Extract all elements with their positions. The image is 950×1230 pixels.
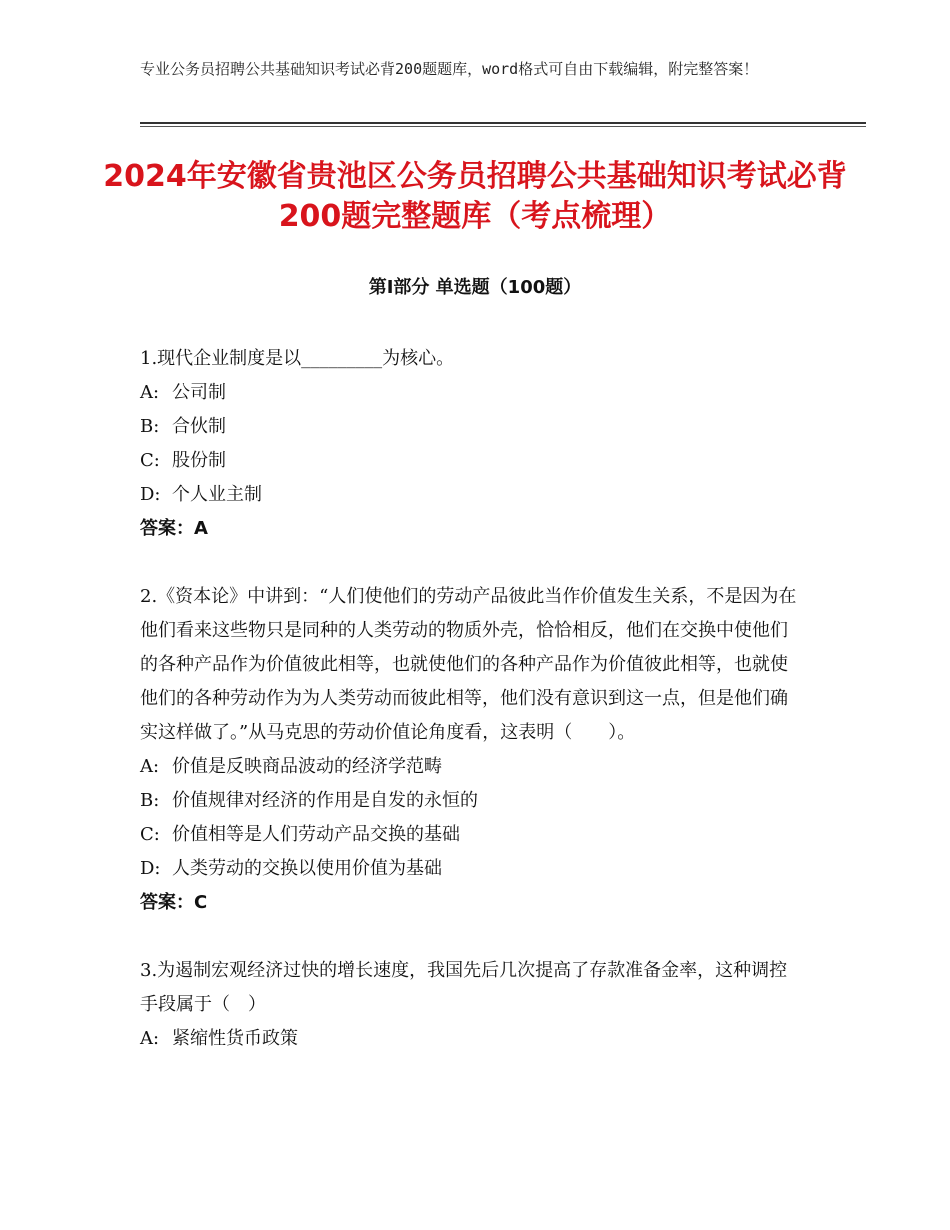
question-1 <box>140 342 800 546</box>
option-text: 价值是反映商品波动的经济学范畴 <box>172 756 442 777</box>
option-d <box>140 852 800 886</box>
header-rule-thin <box>140 126 866 127</box>
answer-line: 答案：C <box>140 892 208 913</box>
section-title: 第Ⅰ部分 单选题（100题） <box>368 277 582 298</box>
option-a <box>140 376 800 410</box>
option-label: D: <box>140 858 161 879</box>
question-stem: 1.现代企业制度是以_________为核心。 <box>140 348 455 369</box>
header-note: 专业公务员招聘公共基础知识考试必背200题题库，word格式可自由下载编辑，附完整答案！ <box>140 60 759 78</box>
option-label: B: <box>140 790 160 811</box>
option-text: 个人业主制 <box>172 484 262 505</box>
option-c <box>140 444 800 478</box>
question-stem: 3.为遏制宏观经济过快的增长速度，我国先后几次提高了存款准备金率，这种调控手段属于（ ） <box>140 960 788 1015</box>
option-c <box>140 818 800 852</box>
question-list <box>140 342 800 1090</box>
option-label: A: <box>140 756 160 777</box>
option-label: D: <box>140 484 161 505</box>
option-text: 股份制 <box>172 450 226 471</box>
option-label: C: <box>140 824 160 845</box>
option-a <box>140 750 800 784</box>
option-label: C: <box>140 450 160 471</box>
question-3 <box>140 954 800 1056</box>
option-b <box>140 784 800 818</box>
option-b <box>140 410 800 444</box>
option-text: 人类劳动的交换以使用价值为基础 <box>172 858 442 879</box>
option-d <box>140 478 800 512</box>
header-rule-thick <box>140 122 866 124</box>
option-label: A: <box>140 1028 160 1049</box>
option-text: 价值规律对经济的作用是自发的永恒的 <box>172 790 478 811</box>
option-label: B: <box>140 416 160 437</box>
option-text: 紧缩性货币政策 <box>172 1028 298 1049</box>
question-2 <box>140 580 800 920</box>
option-text: 价值相等是人们劳动产品交换的基础 <box>172 824 460 845</box>
option-text: 公司制 <box>172 382 226 403</box>
option-text: 合伙制 <box>172 416 226 437</box>
option-label: A: <box>140 382 160 403</box>
option-a <box>140 1022 800 1056</box>
answer-line: 答案：A <box>140 518 208 539</box>
question-stem: 2.《资本论》中讲到：“人们使他们的劳动产品彼此当作价值发生关系，不是因为在他们看来这些物只是同种的人类劳动的物质外壳，恰恰相反，他们在交换中使他们的各种产品作为价值彼此相等，也就使他们的各种产品作为价值彼此相等，也就使他们的各种劳动作为为人类劳动而彼此相等，他们没有意识到这一点，但是他们确实这样做了。”从马克思的劳动价值论角度看，这表明（ ）。 <box>140 586 797 743</box>
document-title: 2024年安徽省贵池区公务员招聘公共基础知识考试必背200题完整题库（考点梳理） <box>103 159 847 234</box>
